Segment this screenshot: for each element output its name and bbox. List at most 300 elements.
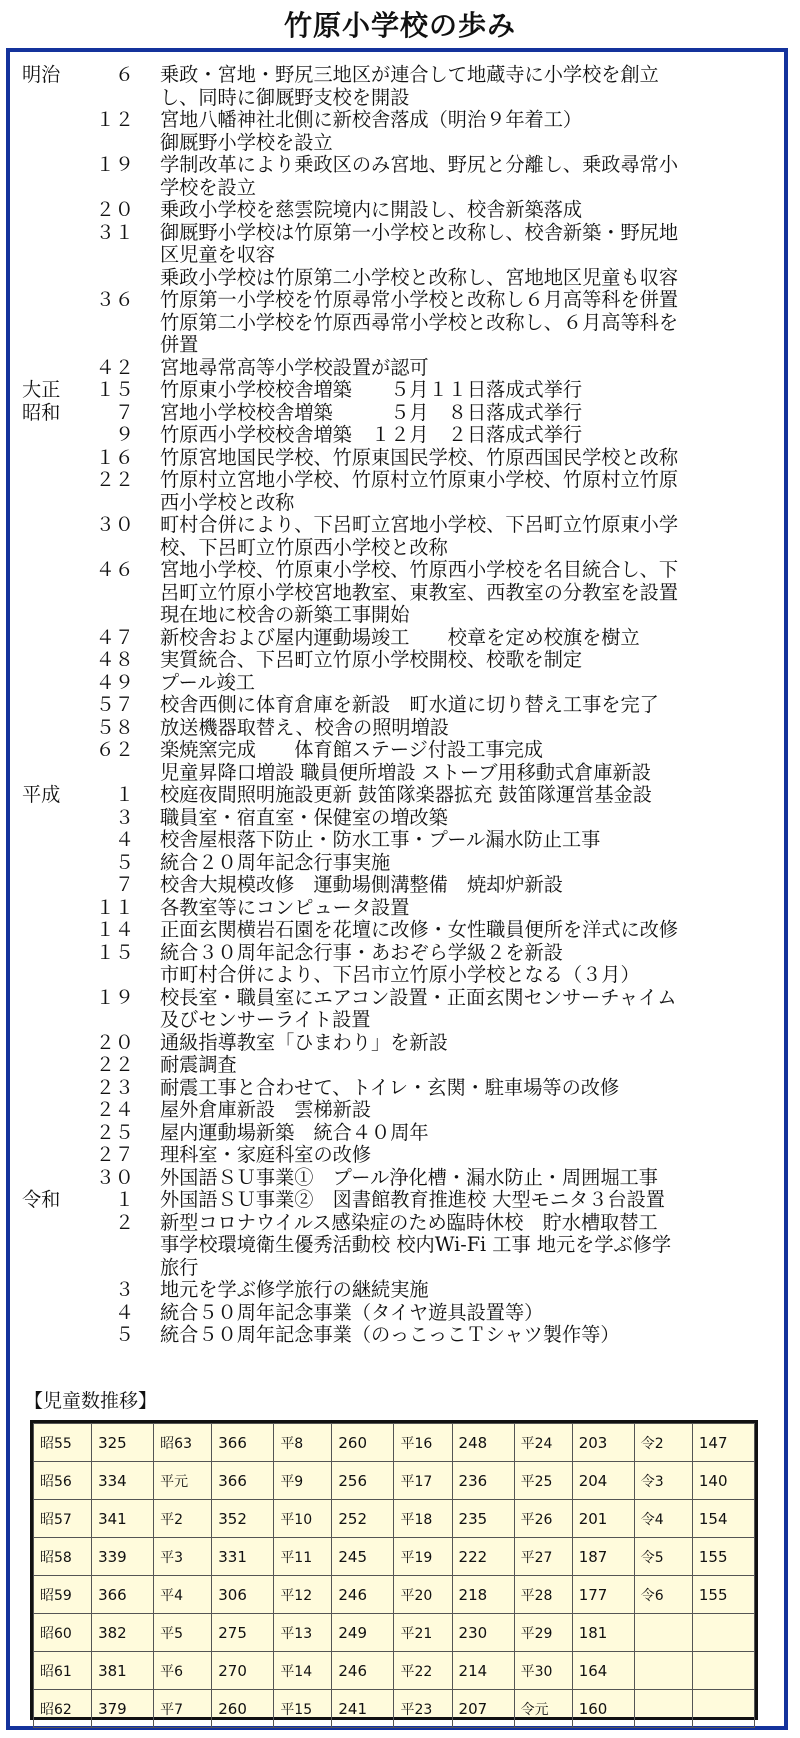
timeline-year: １２ <box>95 108 134 131</box>
count-cell: 203 <box>572 1424 634 1462</box>
timeline-year: ２４ <box>95 1098 134 1121</box>
count-cell: 214 <box>452 1652 514 1690</box>
timeline-text: 耐震調査 <box>160 1053 237 1076</box>
year-cell: 平27 <box>514 1538 572 1576</box>
timeline-row <box>22 739 782 762</box>
timeline-year: ５８ <box>95 715 134 739</box>
timeline-row <box>22 874 782 897</box>
timeline-year <box>76 762 160 785</box>
timeline-text: 旅行 <box>160 1255 199 1279</box>
timeline-text: 放送機器取替え、校舎の照明増設 <box>160 715 449 739</box>
timeline-era <box>22 582 76 605</box>
timeline-era <box>22 469 76 492</box>
timeline-row <box>22 424 782 447</box>
timeline-row <box>22 177 782 200</box>
timeline-year: ６ <box>114 63 134 86</box>
count-cell: 140 <box>692 1462 754 1500</box>
timeline-text: 校舎西側に体育倉庫を新設 町水道に切り替え工事を完了 <box>160 693 659 716</box>
timeline-year: ２０ <box>95 198 134 221</box>
timeline-era <box>22 222 76 245</box>
timeline-era <box>22 1122 76 1145</box>
timeline-era <box>22 537 76 560</box>
timeline-year <box>76 492 160 515</box>
year-cell: 平21 <box>394 1614 452 1652</box>
table-row <box>34 1614 755 1652</box>
timeline-era <box>22 964 76 987</box>
year-cell: 平4 <box>154 1576 212 1614</box>
year-cell: 平9 <box>274 1462 332 1500</box>
count-cell: 181 <box>572 1614 634 1652</box>
table-row <box>34 1462 755 1500</box>
timeline-year: １６ <box>95 445 134 469</box>
count-cell: 381 <box>92 1652 154 1690</box>
timeline-text: 統合２０周年記念行事実施 <box>160 850 391 874</box>
year-cell: 昭59 <box>34 1576 92 1614</box>
year-cell: 平18 <box>394 1500 452 1538</box>
timeline-era <box>22 1324 76 1347</box>
timeline-era <box>22 267 76 290</box>
count-cell: 366 <box>212 1424 274 1462</box>
year-cell: 昭56 <box>34 1462 92 1500</box>
timeline-year: ７ <box>114 873 134 896</box>
count-cell: 246 <box>332 1576 394 1614</box>
timeline-row <box>22 357 782 380</box>
timeline-row <box>22 1257 782 1280</box>
timeline-text: 宮地尋常高等小学校設置が認可 <box>160 355 429 379</box>
timeline-row <box>22 807 782 830</box>
timeline-year: ５７ <box>95 693 134 716</box>
timeline-text: プール竣工 <box>160 670 255 694</box>
timeline-text: 乗政小学校は竹原第二小学校と改称し、宮地地区児童も収容 <box>160 265 679 289</box>
timeline-row <box>22 942 782 965</box>
timeline-row <box>22 987 782 1010</box>
timeline-year: ２２ <box>95 468 134 491</box>
count-cell: 341 <box>92 1500 154 1538</box>
year-cell: 平3 <box>154 1538 212 1576</box>
timeline-era <box>22 1279 76 1302</box>
timeline-text: 町村合併により、下呂町立宮地小学校、下呂町立竹原東小学 <box>160 513 679 536</box>
count-cell: 366 <box>92 1576 154 1614</box>
timeline-year <box>76 1234 160 1257</box>
timeline-row <box>22 1302 782 1325</box>
timeline-era <box>22 694 76 717</box>
timeline-year: ３ <box>114 805 134 829</box>
year-cell: 平28 <box>514 1576 572 1614</box>
timeline-text: 乗政小学校を慈雲院境内に開設し、校舎新築落成 <box>160 198 583 221</box>
timeline-era <box>22 919 76 942</box>
count-cell: 154 <box>692 1500 754 1538</box>
timeline-row <box>22 852 782 875</box>
timeline-text: 外国語ＳＵ事業② 図書館教育推進校 大型モニタ３台設置 <box>160 1188 665 1211</box>
year-cell: 平5 <box>154 1614 212 1652</box>
count-cell: 187 <box>572 1538 634 1576</box>
year-cell: 令2 <box>634 1424 692 1462</box>
timeline-row <box>22 132 782 155</box>
timeline-row <box>22 1032 782 1055</box>
timeline-era <box>22 829 76 852</box>
timeline-row <box>22 402 782 425</box>
timeline-row <box>22 649 782 672</box>
timeline-year: ４８ <box>95 648 134 671</box>
timeline-era <box>22 897 76 920</box>
timeline-row <box>22 784 782 807</box>
timeline-year: １１ <box>95 895 134 919</box>
timeline-year <box>76 334 160 357</box>
year-cell <box>634 1614 692 1652</box>
year-cell: 平17 <box>394 1462 452 1500</box>
timeline-row <box>22 1054 782 1077</box>
timeline-row <box>22 289 782 312</box>
timeline-row <box>22 312 782 335</box>
timeline-era <box>22 987 76 1010</box>
year-cell: 平7 <box>154 1690 212 1728</box>
timeline-row <box>22 582 782 605</box>
timeline-era <box>22 289 76 312</box>
timeline-text: 宮地小学校校舎増築 ５月 ８日落成式挙行 <box>160 400 583 424</box>
count-cell: 352 <box>212 1500 274 1538</box>
enrollment-table-wrap <box>30 1420 758 1720</box>
year-cell: 平22 <box>394 1652 452 1690</box>
count-cell: 207 <box>452 1690 514 1728</box>
timeline-era <box>22 334 76 357</box>
count-cell: 379 <box>92 1690 154 1728</box>
year-cell: 令元 <box>514 1690 572 1728</box>
timeline-text: 楽焼窯完成 体育館ステージ付設工事完成 <box>160 738 543 761</box>
count-cell <box>692 1652 754 1690</box>
timeline-text: 学制改革により乗政区のみ宮地、野尻と分離し、乗政尋常小 <box>160 153 679 176</box>
timeline-year: ４２ <box>95 355 134 379</box>
timeline-row <box>22 154 782 177</box>
timeline-era <box>22 604 76 627</box>
timeline-row <box>22 469 782 492</box>
timeline-era <box>22 649 76 672</box>
timeline-row <box>22 717 782 740</box>
timeline-era <box>22 312 76 335</box>
timeline-year: ２０ <box>95 1030 134 1054</box>
timeline-era <box>22 87 76 110</box>
timeline-row <box>22 267 782 290</box>
timeline-text: 区児童を収容 <box>160 243 276 266</box>
timeline-year: ３０ <box>95 513 134 536</box>
count-cell: 236 <box>452 1462 514 1500</box>
count-cell: 339 <box>92 1538 154 1576</box>
year-cell: 昭63 <box>154 1424 212 1462</box>
year-cell: 平25 <box>514 1462 572 1500</box>
timeline-year: ４ <box>114 1300 134 1324</box>
count-cell: 246 <box>332 1652 394 1690</box>
timeline-year: １ <box>114 1188 134 1211</box>
timeline-row <box>22 1279 782 1302</box>
timeline-row <box>22 1077 782 1100</box>
year-cell: 昭57 <box>34 1500 92 1538</box>
timeline-text: 屋内運動場新築 統合４０周年 <box>160 1120 429 1144</box>
timeline-year: １９ <box>95 985 134 1009</box>
timeline-era <box>22 424 76 447</box>
timeline-era <box>22 177 76 200</box>
timeline-year: ６２ <box>95 738 134 761</box>
year-cell: 昭58 <box>34 1538 92 1576</box>
timeline-row <box>22 222 782 245</box>
timeline-text: 新型コロナウイルス感染症のため臨時休校 貯水槽取替工 <box>160 1210 658 1234</box>
timeline-row <box>22 1189 782 1212</box>
count-cell: 331 <box>212 1538 274 1576</box>
timeline-year: ２７ <box>95 1143 134 1166</box>
year-cell: 平19 <box>394 1538 452 1576</box>
timeline-era <box>22 1302 76 1325</box>
count-cell: 201 <box>572 1500 634 1538</box>
timeline-text: 校舎屋根落下防止・防水工事・プール漏水防止工事 <box>160 828 601 851</box>
timeline-text: 竹原西小学校校舎増築 １２月 ２日落成式挙行 <box>160 423 583 446</box>
timeline-year: ５ <box>114 1323 134 1346</box>
timeline-era <box>22 1099 76 1122</box>
timeline-era <box>22 154 76 177</box>
timeline-row <box>22 379 782 402</box>
timeline-year <box>76 1257 160 1280</box>
timeline-text: 西小学校と改称 <box>160 490 295 514</box>
timeline-era <box>22 109 76 132</box>
year-cell: 平23 <box>394 1690 452 1728</box>
timeline-row <box>22 1234 782 1257</box>
timeline-year <box>76 537 160 560</box>
year-cell <box>634 1690 692 1728</box>
count-cell: 249 <box>332 1614 394 1652</box>
year-cell: 平26 <box>514 1500 572 1538</box>
year-cell: 平元 <box>154 1462 212 1500</box>
timeline-era <box>22 447 76 470</box>
timeline-text: 竹原宮地国民学校、竹原東国民学校、竹原西国民学校と改称 <box>160 445 679 469</box>
timeline-year: ３ <box>114 1278 134 1301</box>
count-cell: 306 <box>212 1576 274 1614</box>
timeline-text: 各教室等にコンピュータ設置 <box>160 895 410 919</box>
timeline-era <box>22 1032 76 1055</box>
timeline-row <box>22 694 782 717</box>
timeline-year <box>76 604 160 627</box>
timeline-era <box>22 1167 76 1190</box>
timeline-year <box>76 177 160 200</box>
timeline-era <box>22 244 76 267</box>
year-cell: 平29 <box>514 1614 572 1652</box>
timeline-row <box>22 627 782 650</box>
year-cell: 平11 <box>274 1538 332 1576</box>
timeline-year: ２２ <box>95 1053 134 1076</box>
timeline-row <box>22 897 782 920</box>
count-cell: 334 <box>92 1462 154 1500</box>
timeline-era: 昭和 <box>22 400 61 424</box>
timeline-row <box>22 762 782 785</box>
timeline-row <box>22 829 782 852</box>
timeline-text: 児童昇降口増設 職員便所増設 ストーブ用移動式倉庫新設 <box>160 760 651 784</box>
table-row <box>34 1576 755 1614</box>
timeline-text: 職員室・宿直室・保健室の増改築 <box>160 805 448 829</box>
timeline-row <box>22 1144 782 1167</box>
timeline-text: 統合５０周年記念事業（タイヤ遊具設置等） <box>160 1300 544 1324</box>
timeline-era <box>22 492 76 515</box>
timeline-row <box>22 1167 782 1190</box>
count-cell: 155 <box>692 1538 754 1576</box>
year-cell: 平20 <box>394 1576 452 1614</box>
count-cell: 230 <box>452 1614 514 1652</box>
count-cell <box>692 1614 754 1652</box>
timeline-text: 竹原村立宮地小学校、竹原村立竹原東小学校、竹原村立竹原 <box>160 468 679 491</box>
count-cell: 270 <box>212 1652 274 1690</box>
count-cell: 325 <box>92 1424 154 1462</box>
timeline-text: 及びセンサーライト設置 <box>160 1008 371 1031</box>
timeline-era <box>22 807 76 830</box>
timeline-era <box>22 1234 76 1257</box>
timeline-text: 耐震工事と合わせて、トイレ・玄関・駐車場等の改修 <box>160 1075 620 1099</box>
table-row <box>34 1690 755 1728</box>
timeline-year: ４７ <box>95 625 134 649</box>
year-cell: 令4 <box>634 1500 692 1538</box>
count-cell: 147 <box>692 1424 754 1462</box>
page-title: 竹原小学校の歩み <box>283 9 516 42</box>
timeline-year: ９ <box>114 423 134 446</box>
count-cell: 252 <box>332 1500 394 1538</box>
timeline-era <box>22 942 76 965</box>
timeline-era <box>22 132 76 155</box>
timeline-era <box>22 1144 76 1167</box>
timeline-text: 校庭夜間照明施設更新 鼓笛隊楽器拡充 鼓笛隊運営基金設 <box>160 783 652 806</box>
timeline-text: 実質統合、下呂町立竹原小学校開校、校歌を制定 <box>160 648 583 671</box>
count-cell: 248 <box>452 1424 514 1462</box>
year-cell <box>634 1652 692 1690</box>
timeline-year: ２３ <box>95 1075 134 1099</box>
year-cell: 平13 <box>274 1614 332 1652</box>
timeline-text: 新校舎および屋内運動場竣工 校章を定め校旗を樹立 <box>160 625 640 649</box>
timeline-text: 市町村合併により、下呂市立竹原小学校となる（３月） <box>160 963 640 986</box>
timeline-year <box>76 87 160 110</box>
timeline-year: ３６ <box>95 288 134 311</box>
timeline-era <box>22 514 76 537</box>
timeline-era <box>22 1212 76 1235</box>
timeline-era <box>22 627 76 650</box>
timeline-row <box>22 672 782 695</box>
year-cell: 平14 <box>274 1652 332 1690</box>
timeline-era: 大正 <box>22 378 61 401</box>
timeline-year: １４ <box>95 918 134 941</box>
timeline-row <box>22 537 782 560</box>
year-cell: 平2 <box>154 1500 212 1538</box>
timeline-text: 呂町立竹原小学校宮地教室、東教室、西教室の分教室を設置 <box>160 580 679 604</box>
timeline-era <box>22 559 76 582</box>
timeline-row <box>22 1324 782 1347</box>
year-cell: 令3 <box>634 1462 692 1500</box>
timeline-text: 御厩野小学校は竹原第一小学校と改称し、校舎新築・野尻地 <box>160 220 679 244</box>
count-cell: 204 <box>572 1462 634 1500</box>
count-cell: 382 <box>92 1614 154 1652</box>
timeline-year: ４６ <box>95 558 134 581</box>
timeline-row <box>22 87 782 110</box>
timeline-year: ７ <box>114 400 134 424</box>
count-cell: 222 <box>452 1538 514 1576</box>
count-cell: 256 <box>332 1462 394 1500</box>
timeline-text: 竹原東小学校校舎増築 ５月１１日落成式挙行 <box>160 378 583 401</box>
table-row <box>34 1538 755 1576</box>
timeline-text: 宮地小学校、竹原東小学校、竹原西小学校を名目統合し、下 <box>160 558 679 581</box>
timeline-row <box>22 559 782 582</box>
timeline-era: 平成 <box>22 783 61 806</box>
timeline-text: し、同時に御厩野支校を開設 <box>160 85 410 109</box>
timeline-row <box>22 492 782 515</box>
timeline-row <box>22 64 782 87</box>
year-cell: 平12 <box>274 1576 332 1614</box>
year-cell: 平16 <box>394 1424 452 1462</box>
timeline-row <box>22 109 782 132</box>
timeline-year <box>76 964 160 987</box>
count-cell: 155 <box>692 1576 754 1614</box>
timeline-text: 竹原第二小学校を竹原西尋常小学校と改称し、６月高等科を <box>160 310 679 334</box>
count-cell: 160 <box>572 1690 634 1728</box>
timeline-row <box>22 447 782 470</box>
year-cell: 昭55 <box>34 1424 92 1462</box>
count-cell: 366 <box>212 1462 274 1500</box>
timeline-row <box>22 1212 782 1235</box>
year-cell: 平8 <box>274 1424 332 1462</box>
timeline-year: ２ <box>114 1210 134 1234</box>
timeline-era: 明治 <box>22 63 61 86</box>
timeline-row <box>22 964 782 987</box>
enrollment-heading: 【児童数推移】 <box>24 1390 158 1412</box>
timeline-era <box>22 199 76 222</box>
timeline-text: 校長室・職員室にエアコン設置・正面玄関センサーチャイム <box>160 985 677 1009</box>
year-cell: 令5 <box>634 1538 692 1576</box>
timeline-year: １５ <box>95 378 134 401</box>
timeline-year <box>76 582 160 605</box>
timeline-era <box>22 874 76 897</box>
timeline-text: 屋外倉庫新設 雲梯新設 <box>160 1098 372 1121</box>
count-cell: 164 <box>572 1652 634 1690</box>
timeline-text: 事学校環境衛生優秀活動校 校内Wi-Fi 工事 地元を学ぶ修学 <box>160 1233 672 1256</box>
timeline-text: 宮地八幡神社北側に新校舎落成（明治９年着工） <box>160 108 583 131</box>
year-cell: 平10 <box>274 1500 332 1538</box>
year-cell: 平15 <box>274 1690 332 1728</box>
timeline-row <box>22 919 782 942</box>
timeline-year: ２５ <box>95 1120 134 1144</box>
timeline-row <box>22 1099 782 1122</box>
timeline-year: ４９ <box>95 670 134 694</box>
timeline-year: １５ <box>95 940 134 964</box>
count-cell: 245 <box>332 1538 394 1576</box>
timeline-year: ３０ <box>95 1165 134 1189</box>
table-row <box>34 1652 755 1690</box>
year-cell: 平24 <box>514 1424 572 1462</box>
timeline-text: 乗政・宮地・野尻三地区が連合して地蔵寺に小学校を創立 <box>160 63 659 86</box>
count-cell: 260 <box>332 1424 394 1462</box>
year-cell: 昭61 <box>34 1652 92 1690</box>
timeline-text: 外国語ＳＵ事業① プール浄化槽・漏水防止・周囲堀工事 <box>160 1165 658 1189</box>
year-cell: 平6 <box>154 1652 212 1690</box>
timeline-text: 御厩野小学校を設立 <box>160 130 333 154</box>
timeline-year <box>76 244 160 267</box>
timeline-year: ４ <box>114 828 134 851</box>
timeline-row <box>22 334 782 357</box>
timeline-year: １ <box>114 783 134 806</box>
count-cell: 260 <box>212 1690 274 1728</box>
count-cell <box>692 1690 754 1728</box>
history-timeline <box>22 64 782 1347</box>
timeline-text: 校舎大規模改修 運動場側溝整備 焼却炉新設 <box>160 873 563 896</box>
year-cell: 平30 <box>514 1652 572 1690</box>
year-cell: 令6 <box>634 1576 692 1614</box>
enrollment-table <box>33 1423 755 1728</box>
timeline-text: 併置 <box>160 333 199 356</box>
count-cell: 241 <box>332 1690 394 1728</box>
timeline-era <box>22 1077 76 1100</box>
table-row <box>34 1424 755 1462</box>
count-cell: 275 <box>212 1614 274 1652</box>
count-cell: 235 <box>452 1500 514 1538</box>
timeline-era: 令和 <box>22 1188 61 1211</box>
